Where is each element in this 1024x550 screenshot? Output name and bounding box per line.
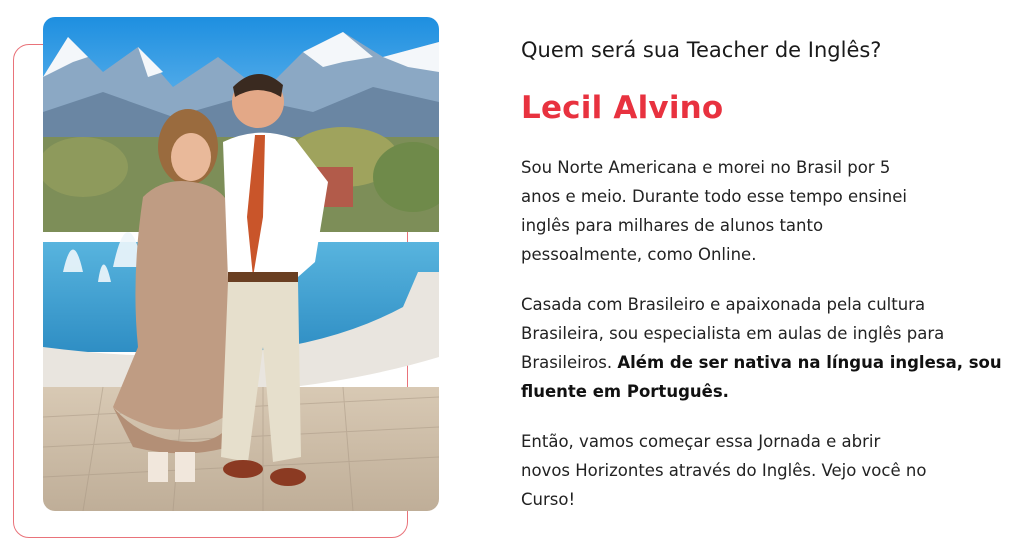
section-question-heading: Quem será sua Teacher de Inglês?	[521, 38, 882, 62]
bio-paragraph-3-line: novos Horizontes através do Inglês. Vejo você no	[521, 461, 927, 480]
bio-paragraph-2-line: Brasileira, sou especialista em aulas de inglês para	[521, 324, 945, 343]
bio-paragraph-2-line	[521, 348, 1002, 377]
teacher-photo	[43, 17, 439, 511]
teacher-name: Lecil Alvino	[521, 90, 724, 126]
bio-paragraph-3	[521, 427, 926, 514]
bio-paragraph-1	[521, 153, 907, 269]
bio-paragraph-2	[521, 290, 1002, 406]
bio-paragraph-2-emphasis: Além de ser nativa na língua inglesa, sou	[617, 353, 1002, 372]
bio-paragraph-3-line: Então, vamos começar essa Jornada e abrir	[521, 432, 881, 451]
bio-paragraph-2-text: Brasileiros.	[521, 353, 618, 372]
bio-paragraph-1-line: pessoalmente, como Online.	[521, 245, 757, 264]
bio-paragraph-2-line	[521, 377, 1002, 406]
bio-paragraph-1-line: anos e meio. Durante todo esse tempo ensinei	[521, 187, 907, 206]
bio-paragraph-2-line: Casada com Brasileiro e apaixonada pela cultura	[521, 295, 926, 314]
teacher-photo-illustration	[43, 17, 439, 511]
bio-paragraph-1-line: Sou Norte Americana e morei no Brasil por 5	[521, 158, 891, 177]
bio-paragraph-3-line: Curso!	[521, 490, 576, 509]
bio-paragraph-1-line: inglês para milhares de alunos tanto	[521, 216, 824, 235]
bio-paragraph-2-emphasis: fluente em Português.	[521, 382, 729, 401]
